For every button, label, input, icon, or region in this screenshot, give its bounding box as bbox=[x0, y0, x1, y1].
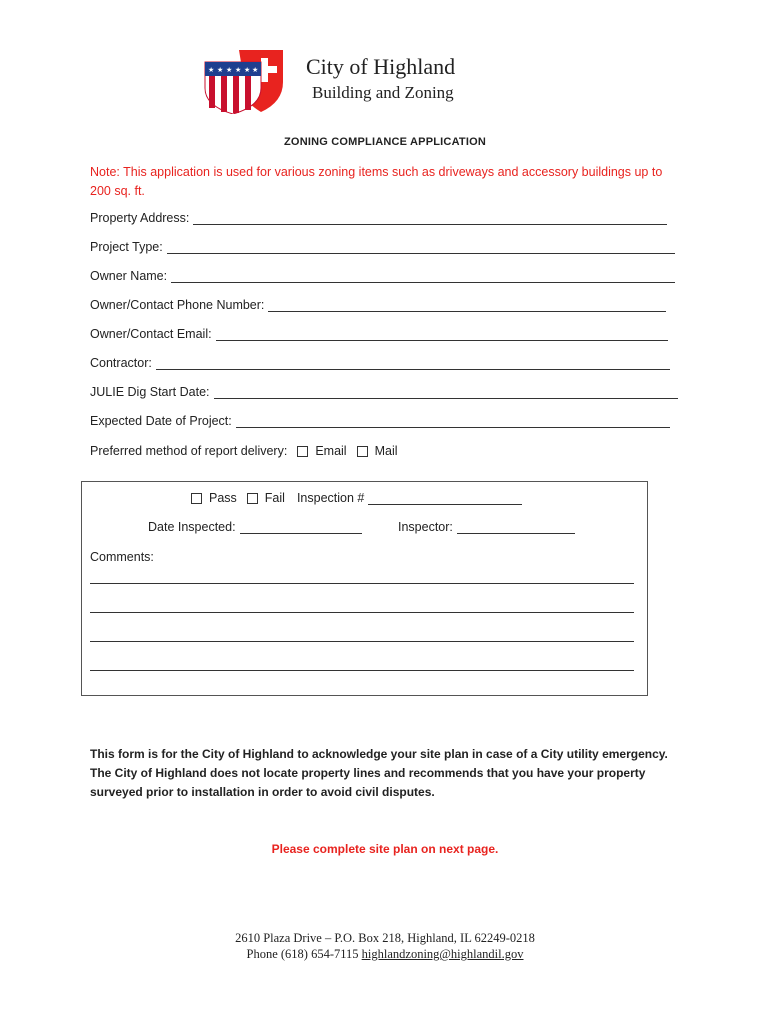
pass-checkbox[interactable] bbox=[191, 493, 202, 504]
comment-line[interactable] bbox=[90, 600, 634, 613]
date-inspected-label: Date Inspected: bbox=[148, 520, 236, 534]
svg-text:★: ★ bbox=[217, 66, 224, 74]
property-address-field bbox=[90, 211, 667, 225]
footer-contact bbox=[0, 946, 770, 962]
footer-email-link[interactable]: highlandzoning@highlandil.gov bbox=[361, 947, 524, 961]
footer-phone: Phone (618) 654-7115 bbox=[246, 947, 359, 961]
expected-date-field bbox=[90, 414, 670, 428]
city-name: City of Highland bbox=[306, 54, 456, 79]
owner-name-label: Owner Name: bbox=[90, 269, 168, 283]
delivery-method-field bbox=[90, 444, 398, 458]
project-type-field bbox=[90, 240, 675, 254]
footer bbox=[0, 930, 770, 962]
delivery-method-label: Preferred method of report delivery: bbox=[90, 444, 288, 458]
disclaimer-text: This form is for the City of Highland to acknowledge your site plan in case of a City utility emergency. The City of Highland does not locate property lines and recommends that you have your property surveyed prior to installation in order to avoid civil disputes. bbox=[90, 747, 668, 799]
julie-date-line[interactable] bbox=[214, 386, 678, 399]
email-option-label: Email bbox=[315, 444, 347, 458]
expected-date-label: Expected Date of Project: bbox=[90, 414, 232, 428]
comment-line[interactable] bbox=[90, 571, 634, 584]
property-address-label: Property Address: bbox=[90, 211, 190, 225]
owner-email-field bbox=[90, 327, 668, 341]
inspection-box bbox=[81, 481, 648, 696]
next-page-notice: Please complete site plan on next page. bbox=[271, 842, 499, 856]
owner-phone-line[interactable] bbox=[268, 299, 666, 312]
date-inspected-line[interactable] bbox=[240, 521, 362, 534]
owner-email-line[interactable] bbox=[216, 328, 668, 341]
mail-checkbox[interactable] bbox=[357, 446, 368, 457]
pass-fail-row bbox=[191, 491, 522, 505]
owner-email-label: Owner/Contact Email: bbox=[90, 327, 212, 341]
owner-phone-label: Owner/Contact Phone Number: bbox=[90, 298, 265, 312]
form-title: ZONING COMPLIANCE APPLICATION bbox=[284, 136, 486, 148]
owner-name-field bbox=[90, 269, 675, 283]
svg-text:★: ★ bbox=[226, 66, 233, 74]
comment-line[interactable] bbox=[90, 658, 634, 671]
date-inspected-row bbox=[148, 520, 362, 534]
form-note: Note: This application is used for various zoning items such as driveways and accessory buildings up to 200 sq. ft. bbox=[90, 165, 663, 198]
inspector-label: Inspector: bbox=[398, 520, 453, 534]
svg-text:★: ★ bbox=[252, 66, 259, 74]
comments-label: Comments: bbox=[90, 550, 154, 564]
mail-option-label: Mail bbox=[374, 444, 398, 458]
city-logo bbox=[203, 48, 287, 114]
pass-label: Pass bbox=[209, 491, 237, 505]
owner-name-line[interactable] bbox=[171, 270, 675, 283]
inspection-number-label: Inspection # bbox=[296, 491, 365, 505]
contractor-line[interactable] bbox=[156, 357, 670, 370]
julie-date-label: JULIE Dig Start Date: bbox=[90, 385, 210, 399]
owner-phone-field bbox=[90, 298, 666, 312]
contractor-label: Contractor: bbox=[90, 356, 152, 370]
inspector-row bbox=[398, 520, 575, 534]
footer-address: 2610 Plaza Drive – P.O. Box 218, Highland, IL 62249-0218 bbox=[235, 931, 535, 945]
julie-date-field bbox=[90, 385, 678, 399]
email-checkbox[interactable] bbox=[297, 446, 308, 457]
comment-line[interactable] bbox=[90, 629, 634, 642]
project-type-line[interactable] bbox=[167, 241, 675, 254]
project-type-label: Project Type: bbox=[90, 240, 163, 254]
expected-date-line[interactable] bbox=[236, 415, 670, 428]
svg-text:★: ★ bbox=[235, 66, 242, 74]
property-address-line[interactable] bbox=[193, 212, 667, 225]
inspection-number-line[interactable] bbox=[368, 492, 522, 505]
department-name: Building and Zoning bbox=[312, 83, 454, 102]
svg-text:★: ★ bbox=[244, 66, 251, 74]
fail-label: Fail bbox=[264, 491, 285, 505]
contractor-field bbox=[90, 356, 670, 370]
svg-text:★: ★ bbox=[208, 66, 215, 74]
inspector-line[interactable] bbox=[457, 521, 575, 534]
fail-checkbox[interactable] bbox=[247, 493, 258, 504]
